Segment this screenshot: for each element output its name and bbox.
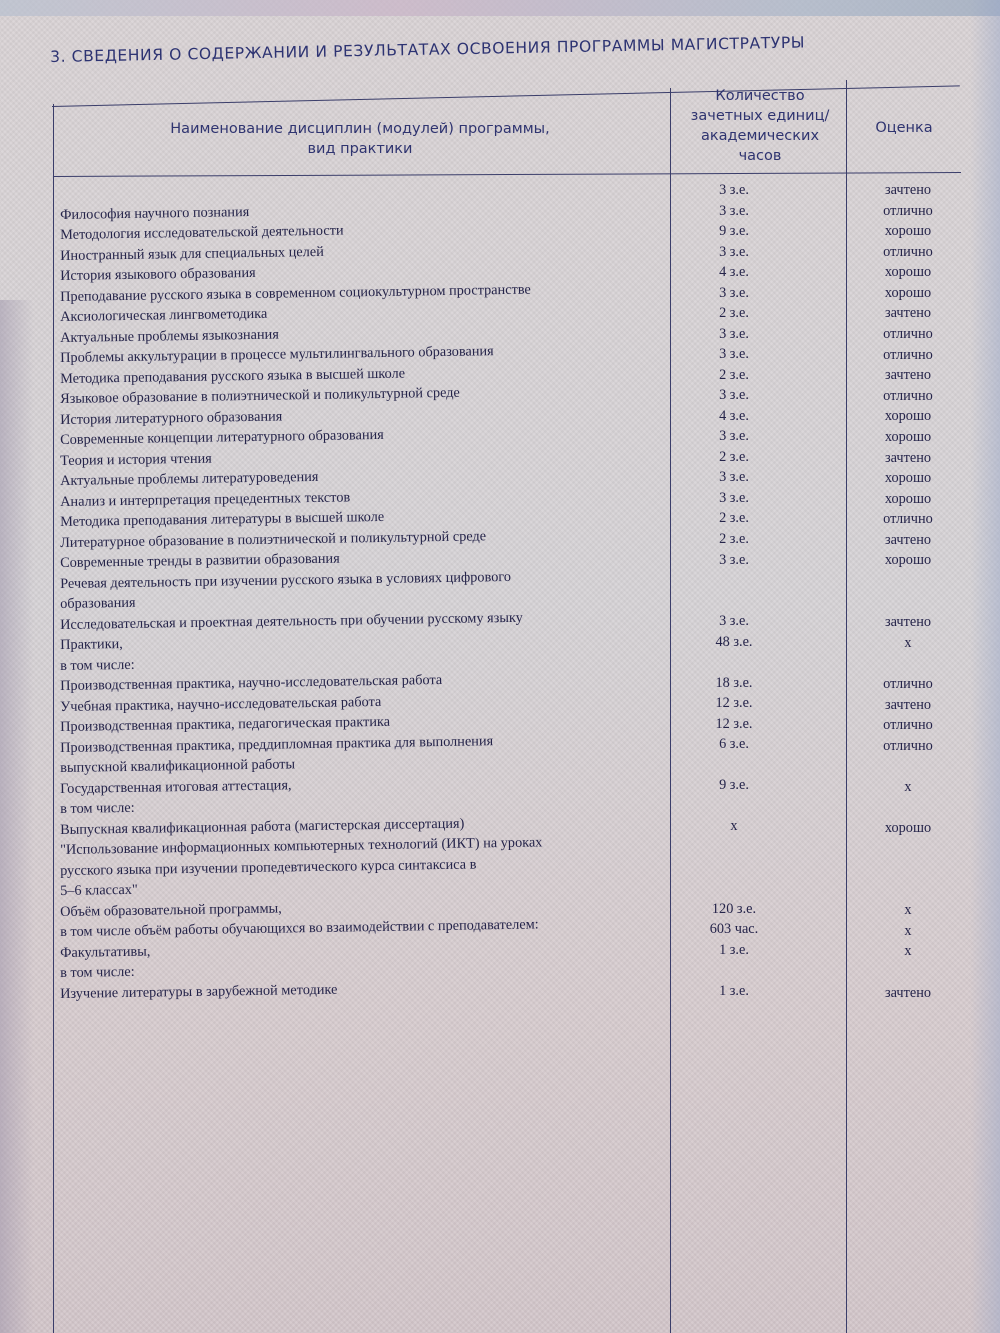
row-discipline-name: Современные тренды в развитии образования xyxy=(60,550,340,571)
row-discipline-name: Производственная практика, педагогическая практика xyxy=(60,713,391,735)
row-discipline-name: Изучение литературы в зарубежной методике xyxy=(60,981,338,1002)
row-grade: зачтено xyxy=(884,305,931,322)
row-credits: 12 з.е. xyxy=(715,715,753,732)
row-discipline-name: Производственная практика, научно-исследовательская работа xyxy=(60,671,443,694)
row-grade: отлично xyxy=(883,346,933,363)
row-grade: хорошо xyxy=(884,223,932,240)
row-credits: 2 з.е. xyxy=(719,510,749,527)
row-discipline-name: Аксиологическая лингвометодика xyxy=(60,305,268,325)
row-credits: 3 з.е. xyxy=(719,489,749,506)
row-grade: отлично xyxy=(883,717,933,734)
row-credits: 18 з.е. xyxy=(715,674,753,691)
row-credits: 3 з.е. xyxy=(719,202,749,219)
row-discipline-name: Актуальные проблемы языкознания xyxy=(60,326,279,346)
row-credits: 3 з.е. xyxy=(719,243,749,260)
row-discipline-name: Методология исследовательской деятельности xyxy=(60,222,344,243)
row-grade: отлично xyxy=(883,202,933,219)
row-discipline-name: Преподавание русского языка в современном социокультурном пространстве xyxy=(60,281,531,305)
row-grade: хорошо xyxy=(884,819,932,836)
row-discipline-name: Литературное образование в полиэтнической и поликультурной среде xyxy=(60,527,487,551)
row-discipline-name: Методика преподавания русского языка в высшей школе xyxy=(60,365,406,387)
row-grade: хорошо xyxy=(884,264,932,281)
row-discipline-name: Иностранный язык для специальных целей xyxy=(60,243,324,264)
row-discipline-name: Актуальные проблемы литературоведения xyxy=(60,468,319,489)
row-grade: хорошо xyxy=(884,284,932,301)
row-discipline-name: Практики, xyxy=(60,636,123,653)
row-discipline-name: Современные концепции литературного образования xyxy=(60,426,384,448)
row-credits: 4 з.е. xyxy=(719,407,749,424)
row-grade: отлично xyxy=(883,387,933,404)
row-discipline-name: История литературного образования xyxy=(60,408,283,428)
row-discipline-name: в том числе: xyxy=(60,963,135,981)
row-discipline-name: 5–6 классах" xyxy=(60,881,138,899)
header-discipline-line-2: вид практики xyxy=(307,141,413,157)
row-grade: зачтено xyxy=(884,696,931,713)
row-discipline-name: образования xyxy=(60,594,136,612)
row-credits: 3 з.е. xyxy=(719,284,749,301)
row-discipline-name: в том числе: xyxy=(60,799,135,817)
row-credits: 2 з.е. xyxy=(719,366,749,383)
row-credits: 48 з.е. xyxy=(715,633,753,650)
row-grade: хорошо xyxy=(884,490,932,507)
row-credits: 9 з.е. xyxy=(719,223,749,240)
header-grade-label: Оценка xyxy=(875,120,933,136)
header-credits-line-4: часов xyxy=(738,148,782,164)
row-discipline-name: Речевая деятельность при изучении русского языка в условиях цифрового xyxy=(60,568,512,592)
row-grade: x xyxy=(904,922,912,939)
header-discipline-line-1: Наименование дисциплин (модулей) программы, xyxy=(170,121,550,137)
header-credits-line-1: Количество xyxy=(715,88,805,104)
row-grade: зачтено xyxy=(884,614,931,631)
row-discipline-name: Учебная практика, научно-исследовательская работа xyxy=(60,693,382,715)
row-discipline-name: Факультативы, xyxy=(60,943,151,961)
row-discipline-name: История языкового образования xyxy=(60,264,256,284)
row-credits: 3 з.е. xyxy=(719,551,749,568)
row-grade: отлично xyxy=(883,511,933,528)
row-discipline-name: Государственная итоговая аттестация, xyxy=(60,776,292,797)
row-discipline-name: Производственная практика, преддипломная практика для выполнения xyxy=(60,732,494,756)
row-discipline-name: русского языка при изучении пропедевтического курса синтаксиса в xyxy=(60,855,477,879)
row-credits: 3 з.е. xyxy=(719,325,749,342)
row-credits: 3 з.е. xyxy=(719,346,749,363)
row-grade: x xyxy=(904,634,912,651)
row-discipline-name: Выпускная квалификационная работа (магистерская диссертация) xyxy=(60,815,465,838)
row-grade: x xyxy=(904,943,912,960)
row-grade: отлично xyxy=(883,675,933,692)
row-credits: 3 з.е. xyxy=(719,613,749,630)
row-discipline-name: Философия научного познания xyxy=(60,203,250,223)
row-grade: x xyxy=(904,902,912,919)
row-discipline-name: Языковое образование в полиэтнической и поликультурной среде xyxy=(60,384,460,407)
row-grade: зачтено xyxy=(884,531,931,548)
row-grade: отлично xyxy=(883,737,933,754)
row-grade: зачтено xyxy=(884,449,931,466)
row-grade: хорошо xyxy=(884,552,932,569)
row-credits: 4 з.е. xyxy=(719,264,749,281)
row-credits: 603 час. xyxy=(709,921,759,938)
row-credits: 1 з.е. xyxy=(719,941,749,958)
header-credits-line-2: зачетных единиц/ xyxy=(690,108,830,124)
row-credits: x xyxy=(730,818,738,835)
row-grade: x xyxy=(904,778,912,795)
row-discipline-name: "Использование информационных компьютерных технологий (ИКТ) на уроках xyxy=(60,834,543,858)
row-credits: 120 з.е. xyxy=(711,900,757,917)
row-credits: 12 з.е. xyxy=(715,695,753,712)
row-grade: отлично xyxy=(883,243,933,260)
row-credits: 9 з.е. xyxy=(719,777,749,794)
row-grade: зачтено xyxy=(884,367,931,384)
row-credits: 2 з.е. xyxy=(719,531,749,547)
row-credits: 3 з.е. xyxy=(719,469,749,486)
row-discipline-name: в том числе: xyxy=(60,656,135,674)
row-grade: зачтено xyxy=(884,984,931,1001)
row-grade: хорошо xyxy=(884,470,932,487)
row-credits: 3 з.е. xyxy=(719,387,749,404)
section-heading: 3. СВЕДЕНИЯ О СОДЕРЖАНИИ И РЕЗУЛЬТАТАХ ОСВОЕНИЯ ПРОГРАММЫ МАГИСТРАТУРЫ xyxy=(50,33,806,66)
header-credits-line-3: академических xyxy=(700,128,820,144)
row-credits: 1 з.е. xyxy=(719,982,749,999)
row-discipline-name: Теория и история чтения xyxy=(60,450,212,469)
row-discipline-name: Методика преподавания литературы в высшей школе xyxy=(60,508,385,530)
row-discipline-name: Анализ и интерпретация прецедентных текстов xyxy=(60,488,351,510)
row-discipline-name: Объём образовательной программы, xyxy=(60,900,282,920)
row-credits: 3 з.е. xyxy=(719,428,749,445)
row-grade: отлично xyxy=(883,326,933,343)
row-credits: 6 з.е. xyxy=(719,736,749,753)
row-grade: зачтено xyxy=(884,182,931,198)
row-credits: 2 з.е. xyxy=(719,305,749,322)
row-grade: хорошо xyxy=(884,408,932,425)
row-discipline-name: Исследовательская и проектная деятельность при обучении русскому языку xyxy=(60,609,523,633)
row-grade: хорошо xyxy=(884,428,932,445)
row-discipline-name: выпускной квалификационной работы xyxy=(60,756,296,776)
row-discipline-name: в том числе объём работы обучающихся во взаимодействии с преподавателем: xyxy=(60,916,539,940)
row-credits: 2 з.е. xyxy=(719,448,749,465)
row-discipline-name: Проблемы аккультурации в процессе мультилингвального образования xyxy=(60,343,494,366)
row-credits: 3 з.е. xyxy=(719,182,749,198)
